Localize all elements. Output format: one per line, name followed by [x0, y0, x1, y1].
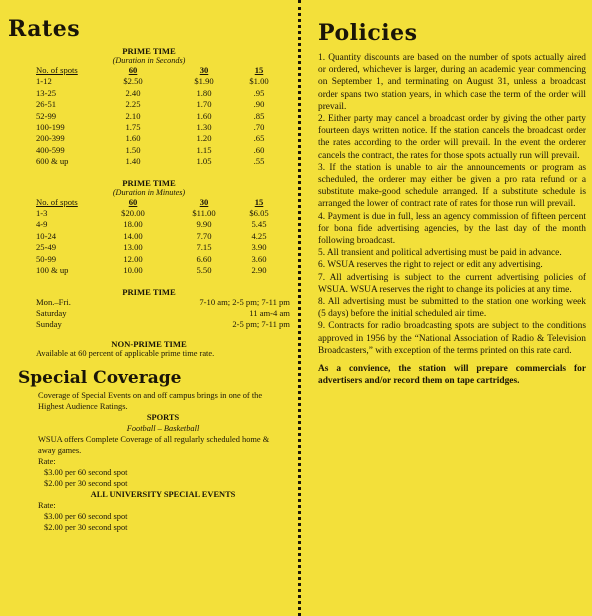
cell: $11.00 — [192, 208, 216, 219]
schedule-row — [36, 319, 290, 330]
policy-item: 8. All advertising must be submitted to the station one working week (5 days) before the initial scheduled air time. — [318, 297, 586, 320]
header-60: 60 — [128, 196, 138, 207]
cell: 3.60 — [251, 253, 267, 264]
cell: 7.70 — [196, 230, 212, 241]
prime-seconds-table — [36, 65, 280, 168]
cell: 400-599 — [36, 144, 65, 155]
cell: 18.00 — [123, 219, 143, 230]
cell: 1.15 — [196, 144, 212, 155]
header-60: 60 — [128, 65, 138, 75]
table-row — [36, 88, 280, 99]
table-row — [36, 208, 280, 219]
cell: 14.00 — [123, 230, 143, 241]
table-row — [36, 133, 280, 144]
cell: 1.60 — [196, 110, 212, 121]
table-header-row — [36, 197, 280, 208]
cell: 2.90 — [251, 265, 267, 276]
cell: 10.00 — [123, 265, 143, 276]
sports-rate-label: Rate: — [38, 456, 56, 466]
cell: $2.50 — [123, 76, 143, 87]
policy-item: 5. All transient and political advertising must be paid in advance. — [318, 248, 562, 259]
schedule-time: 11 am-4 am — [249, 307, 290, 318]
table-row — [36, 231, 280, 242]
rates-title: Rates — [8, 16, 81, 42]
cell: 100-199 — [36, 122, 65, 133]
cell: $20.00 — [121, 208, 145, 219]
cell: .90 — [253, 99, 265, 110]
schedule-time: 2-5 pm; 7-11 pm — [232, 319, 290, 330]
cell: 9.90 — [196, 219, 212, 230]
non-prime-heading: NON-PRIME TIME — [111, 338, 187, 349]
cell: 52-99 — [36, 110, 57, 121]
prime-minutes-heading: PRIME TIME — [122, 177, 176, 188]
table-row — [36, 111, 280, 122]
cell: .55 — [253, 156, 265, 167]
cell: 7.15 — [196, 242, 212, 253]
cell: 25-49 — [36, 242, 57, 253]
cell: 2.10 — [125, 110, 141, 121]
cell: 13-25 — [36, 87, 57, 98]
special-coverage-body — [38, 390, 288, 533]
cell: 1.80 — [196, 87, 212, 98]
special-coverage-title: Special Coverage — [18, 367, 182, 388]
cell: 1.40 — [125, 156, 141, 167]
table-row — [36, 219, 280, 230]
table-row — [36, 156, 280, 167]
policy-item: 3. If the station is unable to air the announcements or program as scheduled, the orderer may either be given a pro rata refund or a substitute make-good schedule arranged. If a substitute schedule is arranged the lower of contract rate of rates for those run will prevail. — [318, 162, 586, 210]
events-rate-30: $2.00 per 30 second spot — [44, 522, 128, 532]
sports-subheading: Football – Basketball — [126, 423, 200, 433]
prime-time-schedule — [36, 297, 290, 331]
prime-seconds-heading: PRIME TIME — [122, 46, 176, 56]
cell: 200-399 — [36, 133, 65, 144]
cell: .95 — [253, 87, 265, 98]
schedule-row — [36, 308, 290, 319]
table-header-row — [36, 65, 280, 76]
cell: .85 — [253, 110, 265, 121]
cell: 13.00 — [123, 242, 143, 253]
cell: $1.00 — [249, 76, 269, 87]
cell: 1.05 — [196, 156, 212, 167]
schedule-day: Saturday — [36, 307, 67, 318]
events-rate-label: Rate: — [38, 500, 56, 510]
header-30: 30 — [199, 196, 209, 207]
header-15: 15 — [254, 65, 264, 75]
cell: .70 — [253, 122, 265, 133]
prime-seconds-subheading: (Duration in Seconds) — [112, 56, 186, 65]
cell: 5.45 — [251, 219, 267, 230]
cell: 2.40 — [125, 87, 141, 98]
cell: 26-51 — [36, 99, 57, 110]
prime-minutes-subheading: (Duration in Minutes) — [112, 187, 186, 197]
sports-rate-60: $3.00 per 60 second spot — [44, 467, 128, 477]
table-row — [36, 242, 280, 253]
cell: 4.25 — [251, 230, 267, 241]
table-row — [36, 76, 280, 87]
schedule-day: Sunday — [36, 319, 62, 330]
cell: 4-9 — [36, 219, 48, 230]
policy-item: 9. Contracts for radio broadcasting spots are subject to the conditions approved in 1956 by the “National Association of Radio & Television Broadcasters,” with exception of the terms printed on this rate card. — [318, 321, 586, 356]
non-prime-text: Available at 60 percent of applicable prime time rate. — [36, 348, 215, 358]
cell: 1.75 — [125, 122, 141, 133]
events-rate-60: $3.00 per 60 second spot — [44, 511, 128, 521]
table-row — [36, 99, 280, 110]
cell: $1.90 — [194, 76, 214, 87]
header-spots: No. of spots — [36, 65, 78, 75]
fold-divider — [298, 0, 301, 616]
prime-time-heading: PRIME TIME — [122, 286, 176, 297]
table-row — [36, 254, 280, 265]
cell: $6.05 — [249, 208, 269, 219]
prime-minutes-table — [36, 197, 280, 277]
cell: 12.00 — [123, 253, 143, 264]
sports-heading: SPORTS — [146, 412, 180, 422]
policies-title: Policies — [318, 20, 418, 46]
table-row — [36, 265, 280, 276]
cell: 1.50 — [125, 144, 141, 155]
cell: 100 & up — [36, 265, 69, 276]
cell: 5.50 — [196, 265, 212, 276]
header-15: 15 — [254, 196, 264, 207]
schedule-time: 7-10 am; 2-5 pm; 7-11 pm — [199, 296, 290, 307]
cell: 1-12 — [36, 76, 52, 87]
sports-text: WSUA offers Complete Coverage of all regularly scheduled home & away games. — [38, 434, 270, 455]
header-30: 30 — [199, 65, 209, 75]
cell: 2.25 — [125, 99, 141, 110]
sports-rate-30: $2.00 per 30 second spot — [44, 478, 128, 488]
header-spots: No. of spots — [36, 196, 78, 207]
events-heading: ALL UNIVERSITY SPECIAL EVENTS — [90, 489, 236, 499]
cell: 1.70 — [196, 99, 212, 110]
schedule-day: Mon.–Fri. — [36, 296, 71, 307]
cell: .65 — [253, 133, 265, 144]
cell: 600 & up — [36, 156, 69, 167]
policy-item: 4. Payment is due in full, less an agency commission of fifteen percent for bona fide advertising agencies, by the last day of the month following broadcast. — [318, 211, 586, 247]
table-row — [36, 122, 280, 133]
schedule-row — [36, 297, 290, 308]
table-row — [36, 145, 280, 156]
cell: 1-3 — [36, 208, 48, 219]
cell: 1.20 — [196, 133, 212, 144]
cell: 50-99 — [36, 253, 57, 264]
closing-note: As a convience, the station will prepare commercials for advertisers and/or record them on tape cartridges. — [318, 364, 586, 387]
cell: 3.90 — [251, 242, 267, 253]
cell: .60 — [253, 144, 265, 155]
cell: 6.60 — [196, 253, 212, 264]
cell: 1.30 — [196, 122, 212, 133]
policy-item: 6. WSUA reserves the right to reject or edit any advertising. — [318, 260, 543, 271]
policy-item: 2. Either party may cancel a broadcast order by giving the other party fourteen days written notice. If the station cancels the broadcast order the rates according to the order will prevail. In the event the orderer cancels the contract, the rates for those spots actually run will prevail. — [318, 114, 586, 161]
policy-item: 1. Quantity discounts are based on the number of spots actually aired or ordered, whichever is larger, during an academic year commencing on September 1, and terminating on August 31, unless a broadcast order spans two station years, in which case the term of the order will prevail. — [318, 53, 586, 112]
rates-column — [8, 16, 290, 533]
policy-item: 7. All advertising is subject to the current advertising policies of WSUA. WSUA reserves the right to change its policies at any time. — [318, 272, 586, 295]
cell: 1.60 — [125, 133, 141, 144]
special-intro: Coverage of Special Events on and off campus brings in one of the Highest Audience Ratings. — [38, 390, 263, 411]
policies-column — [318, 20, 586, 387]
cell: 10-24 — [36, 230, 57, 241]
